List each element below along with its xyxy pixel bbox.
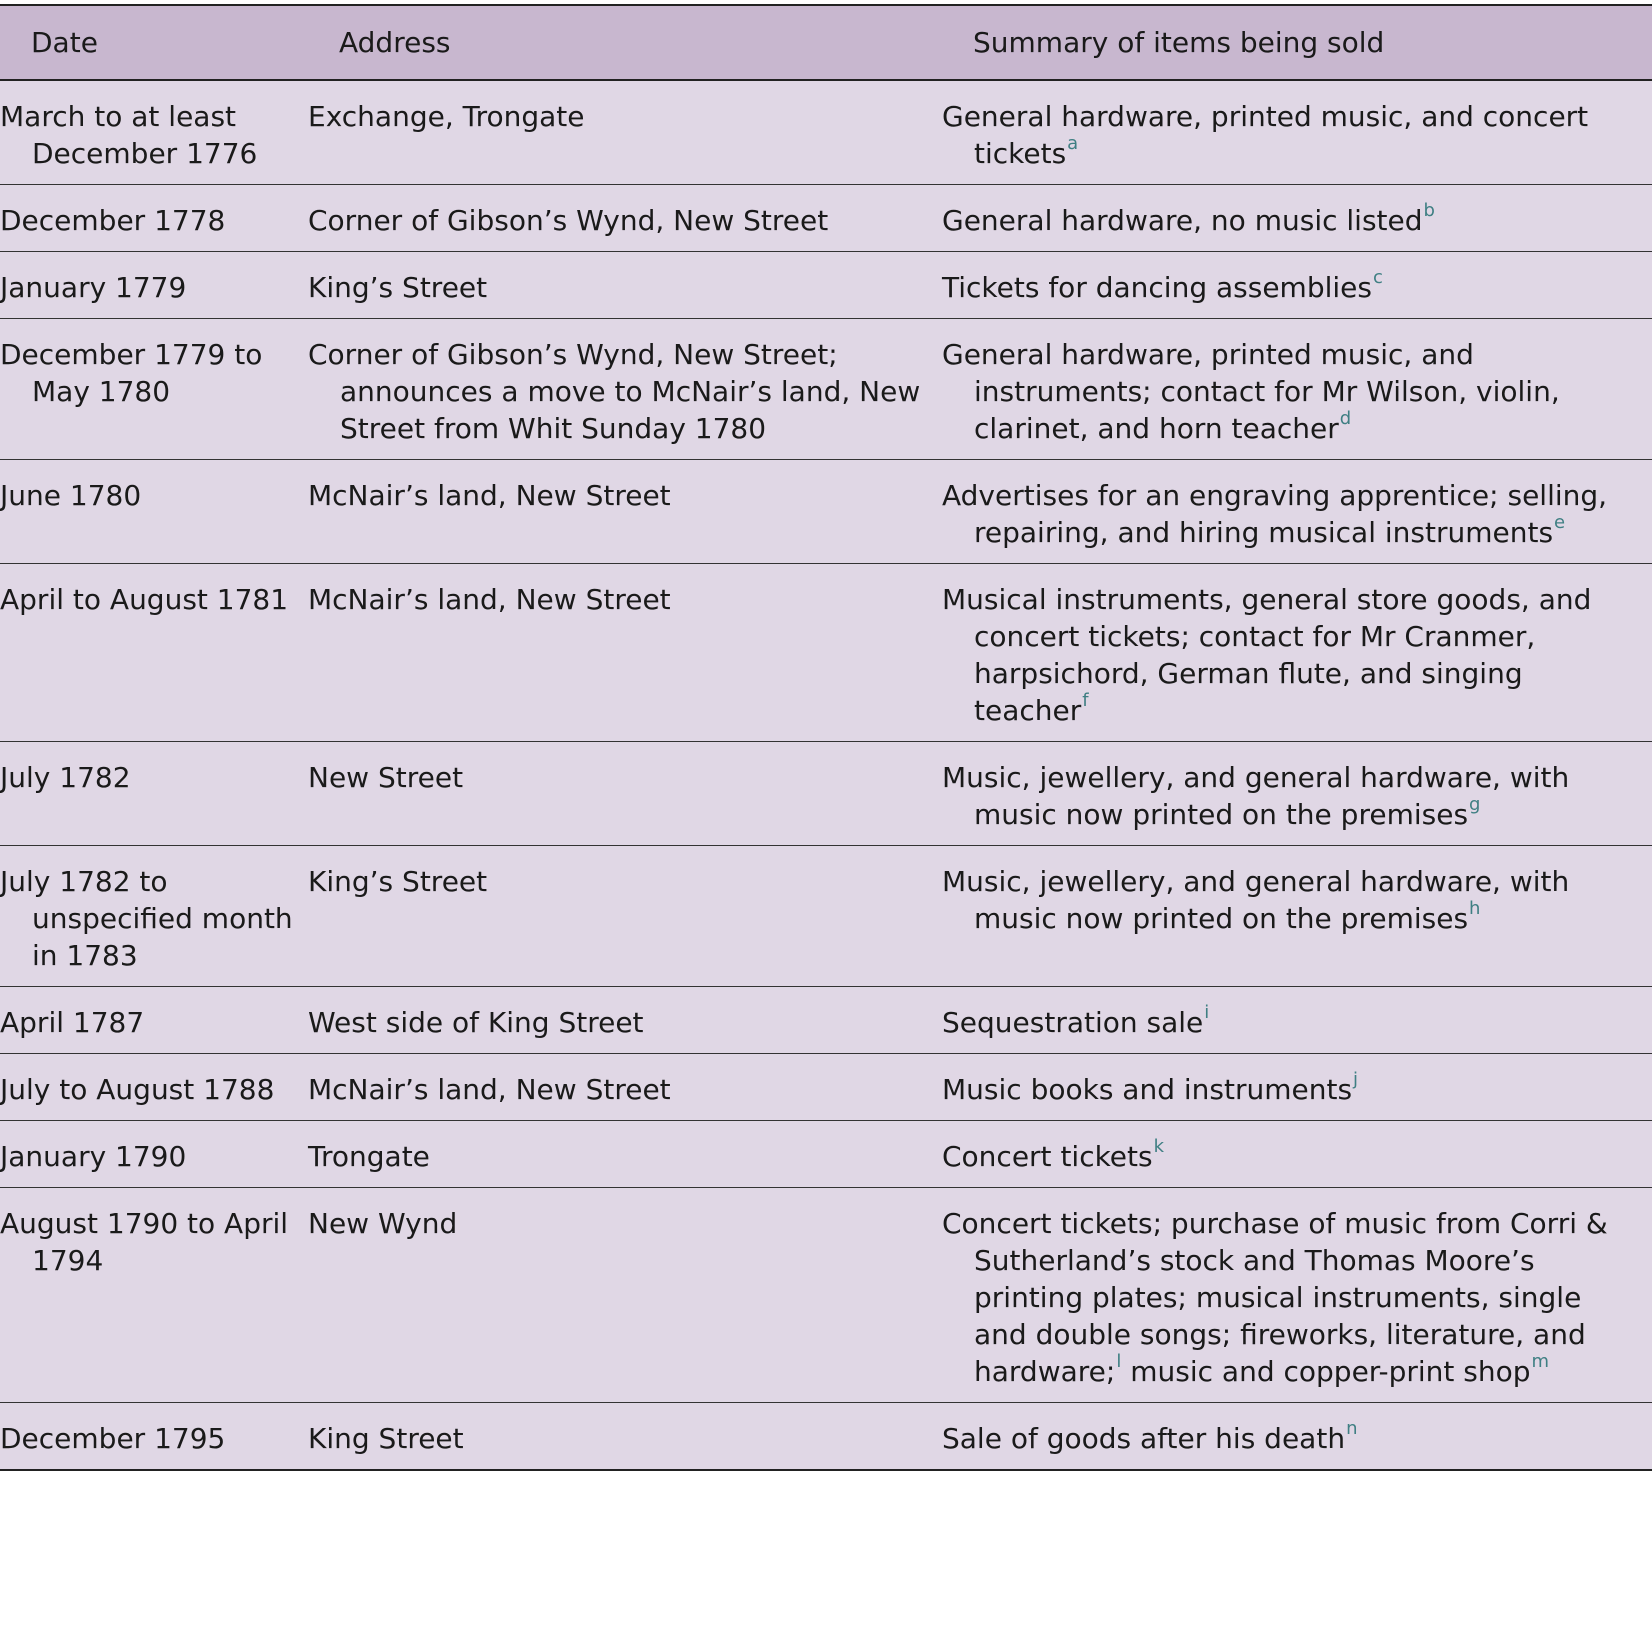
address-cell: King’s Street [308,252,942,319]
table-row [0,1403,1652,1471]
summary-cell [942,1054,1652,1121]
date-cell: June 1780 [0,460,308,564]
address-cell: Corner of Gibson’s Wynd, New Street; announces a move to McNair’s land, New Street from Whit Sunday 1780 [308,319,942,460]
table-row [0,185,1652,252]
table-row [0,319,1652,460]
summary-text: General hardware, no music listed [942,204,1423,237]
summary-cell [942,460,1652,564]
table-row [0,742,1652,846]
footnote-marker[interactable]: g [1469,794,1481,815]
summary-text: Sale of goods after his death [942,1422,1346,1455]
table-row [0,460,1652,564]
footnote-marker[interactable]: n [1346,1418,1358,1439]
table-row [0,80,1652,185]
summary-text: Music books and instruments [942,1073,1353,1106]
footnote-marker[interactable]: m [1531,1351,1550,1372]
footnote-marker[interactable]: j [1353,1069,1359,1090]
table-container [0,4,1652,1471]
table-row [0,987,1652,1054]
date-cell: April to August 1781 [0,564,308,742]
summary-text: Concert tickets [942,1140,1153,1173]
summary-text: Musical instruments, general store goods, and concert tickets; contact for Mr Cranmer, harpsichord, German flute, and singing teacher [942,583,1592,727]
footnote-marker[interactable]: i [1204,1002,1210,1023]
footnote-marker[interactable]: h [1469,898,1481,919]
table-row [0,252,1652,319]
address-cell: New Street [308,742,942,846]
address-cell: King’s Street [308,846,942,987]
summary-cell [942,319,1652,460]
date-cell: April 1787 [0,987,308,1054]
address-cell: McNair’s land, New Street [308,1054,942,1121]
date-cell: December 1779 to May 1780 [0,319,308,460]
footnote-marker[interactable]: a [1067,133,1079,154]
footnote-marker[interactable]: k [1153,1136,1165,1157]
summary-cell [942,742,1652,846]
summary-text: Sequestration sale [942,1006,1204,1039]
summary-text: Music, jewellery, and general hardware, with music now printed on the premises [942,761,1570,831]
date-cell: August 1790 to April 1794 [0,1188,308,1403]
date-cell: January 1790 [0,1121,308,1188]
shop-history-table [0,4,1652,1471]
footnote-marker[interactable]: b [1423,200,1435,221]
address-cell: New Wynd [308,1188,942,1403]
address-cell: Trongate [308,1121,942,1188]
address-cell: McNair’s land, New Street [308,460,942,564]
summary-cell [942,846,1652,987]
summary-text: Music, jewellery, and general hardware, with music now printed on the premises [942,865,1570,935]
table-row [0,1188,1652,1403]
table-row [0,1054,1652,1121]
summary-cell [942,252,1652,319]
footnote-marker[interactable]: d [1339,408,1352,429]
footnote-marker[interactable]: l [1116,1351,1122,1372]
summary-cell [942,987,1652,1054]
date-cell: March to at least December 1776 [0,80,308,185]
summary-text: Advertises for an engraving apprentice; selling, repairing, and hiring musical instruments [942,479,1608,549]
date-cell: July to August 1788 [0,1054,308,1121]
summary-text: Tickets for dancing assemblies [942,271,1372,304]
date-cell: January 1779 [0,252,308,319]
summary-cell [942,80,1652,185]
address-cell: King Street [308,1403,942,1471]
header-row [0,5,1652,80]
summary-cell [942,1121,1652,1188]
address-cell: Corner of Gibson’s Wynd, New Street [308,185,942,252]
summary-cell [942,1403,1652,1471]
footnote-marker[interactable]: c [1372,267,1383,288]
footnote-marker[interactable]: f [1082,690,1089,711]
summary-text-continued: music and copper-print shop [1121,1355,1531,1388]
table-row [0,1121,1652,1188]
date-cell: July 1782 to unspecified month in 1783 [0,846,308,987]
summary-text: Concert tickets; purchase of music from Corri & Sutherland’s stock and Thomas Moore’s printing plates; musical instruments, single and double songs; fireworks, literature, and hardware; [942,1207,1608,1388]
date-cell: December 1795 [0,1403,308,1471]
header-address: Address [308,5,942,80]
table-row [0,846,1652,987]
address-cell: McNair’s land, New Street [308,564,942,742]
summary-text: General hardware, printed music, and concert tickets [942,100,1589,170]
header-date: Date [0,5,308,80]
summary-cell [942,564,1652,742]
table-row [0,564,1652,742]
header-summary: Summary of items being sold [942,5,1652,80]
summary-text: General hardware, printed music, and instruments; contact for Mr Wilson, violin, clarinet, and horn teacher [942,338,1560,445]
footnote-marker[interactable]: e [1554,512,1566,533]
date-cell: December 1778 [0,185,308,252]
summary-cell [942,1188,1652,1403]
address-cell: West side of King Street [308,987,942,1054]
address-cell: Exchange, Trongate [308,80,942,185]
date-cell: July 1782 [0,742,308,846]
summary-cell [942,185,1652,252]
